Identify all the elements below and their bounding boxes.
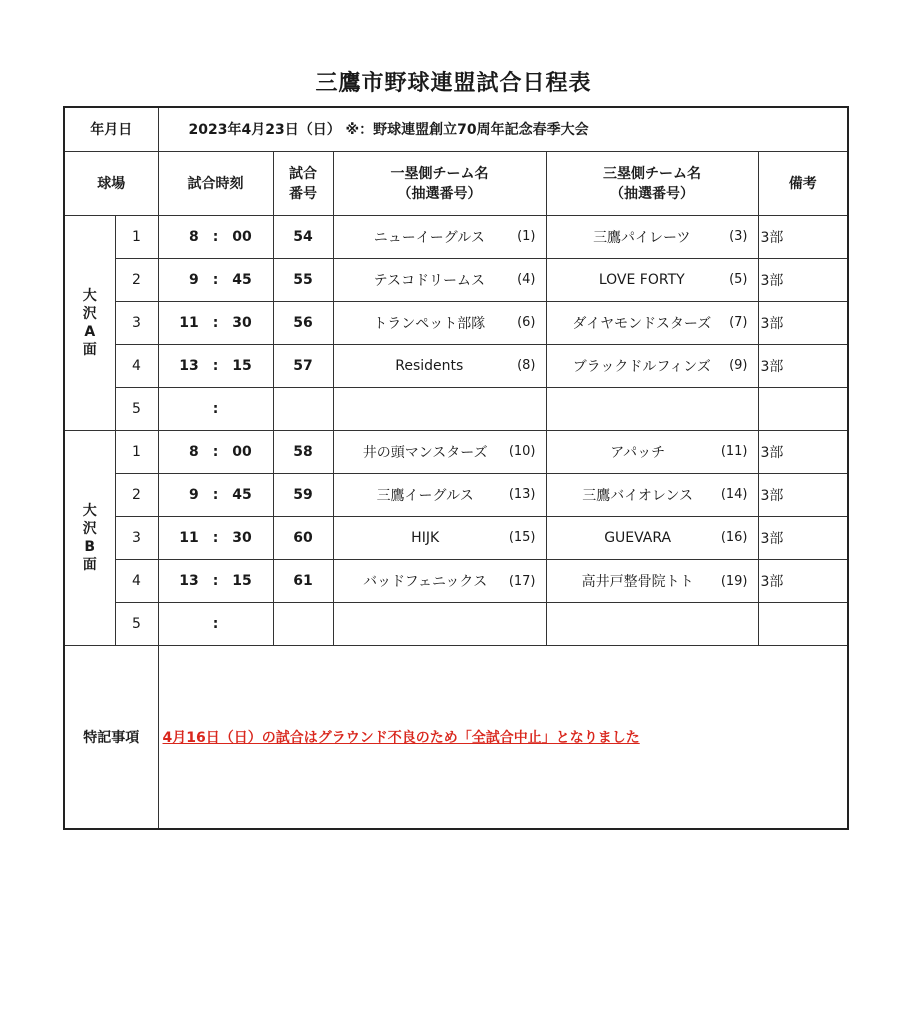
- venue-name-text: 大 沢 A 面: [82, 287, 97, 358]
- team1-cell: [333, 387, 546, 430]
- table-row: [64, 258, 848, 301]
- time-separator: :: [212, 616, 219, 633]
- team2-cell: [546, 387, 758, 430]
- game-number: 58: [273, 430, 333, 473]
- game-number: 60: [273, 516, 333, 559]
- time-hour: 9: [188, 271, 199, 288]
- time-minute: 45: [232, 486, 252, 503]
- match-time: [158, 301, 273, 344]
- team1-draw-number: (8): [517, 358, 536, 374]
- venue-name: [64, 215, 115, 430]
- team1-draw-number: (17): [508, 573, 536, 589]
- time-separator: :: [212, 228, 219, 245]
- team2-name: LOVE FORTY: [598, 271, 685, 288]
- team1-draw-number: (15): [508, 530, 536, 546]
- team2-draw-number: (9): [729, 358, 748, 374]
- time-separator: :: [212, 443, 219, 460]
- time-minute: 30: [232, 529, 252, 546]
- time-minute: [232, 401, 254, 417]
- slot-number: 4: [115, 560, 158, 603]
- time-hour: 11: [179, 314, 199, 331]
- match-time: [158, 215, 273, 258]
- team1-cell: [333, 215, 546, 258]
- header-team2-line2: （抽選番号）: [610, 186, 694, 203]
- time-hour: 8: [188, 228, 199, 245]
- team1-cell: [333, 344, 546, 387]
- team2-cell: [546, 560, 758, 603]
- header-venue: 球場: [64, 151, 158, 215]
- notes-cell: [758, 387, 848, 430]
- team1-name: ニューイーグルス: [373, 229, 485, 246]
- time-separator: :: [212, 400, 219, 417]
- time-separator: :: [212, 486, 219, 503]
- time-minute: 15: [232, 573, 252, 590]
- time-minute: 00: [232, 443, 252, 460]
- header-team1-line2: （抽選番号）: [397, 186, 482, 203]
- team1-cell: [333, 560, 546, 603]
- venue-name-text: 大 沢 B 面: [82, 502, 97, 573]
- time-separator: :: [212, 271, 219, 288]
- time-minute: 15: [232, 357, 252, 374]
- notes-cell: 3部: [758, 215, 848, 258]
- team1-draw-number: (13): [508, 487, 536, 503]
- team2-name: ブラックドルフィンズ: [572, 358, 711, 375]
- table-row: [64, 473, 848, 516]
- time-minute: 30: [232, 314, 252, 331]
- notes-cell: 3部: [758, 301, 848, 344]
- slot-number: 1: [115, 215, 158, 258]
- time-separator: :: [212, 357, 219, 374]
- team2-cell: [546, 473, 758, 516]
- match-time: [158, 430, 273, 473]
- team2-draw-number: (5): [729, 272, 748, 288]
- team2-cell: [546, 301, 758, 344]
- team1-name: トランペット部隊: [373, 315, 486, 332]
- team1-draw-number: (10): [508, 444, 536, 460]
- team1-name: テスコドリームス: [373, 272, 486, 289]
- time-hour: 13: [179, 357, 199, 374]
- team2-draw-number: (11): [720, 444, 748, 460]
- team2-name: 三鷹バイオレンス: [582, 487, 694, 504]
- game-number: [273, 387, 333, 430]
- time-hour: 13: [179, 573, 199, 590]
- team2-cell: [546, 430, 758, 473]
- team1-cell: [333, 430, 546, 473]
- team1-draw-number: (4): [517, 272, 536, 288]
- team1-cell: [333, 258, 546, 301]
- table-row: [64, 560, 848, 603]
- game-number: 55: [273, 258, 333, 301]
- notes-cell: 3部: [758, 560, 848, 603]
- match-time: [158, 387, 273, 430]
- special-row: [64, 646, 848, 829]
- table-row: [64, 215, 848, 258]
- time-hour: 11: [179, 529, 199, 546]
- venue-name: [64, 430, 115, 645]
- match-time: [158, 603, 273, 646]
- team2-name: 高井戸整骨院トト: [581, 574, 694, 591]
- team2-cell: [546, 344, 758, 387]
- notes-cell: 3部: [758, 430, 848, 473]
- table-row: [64, 430, 848, 473]
- date-value: 2023年4月23日（日） ※：野球連盟創立70周年記念春季大会: [158, 107, 848, 151]
- date-label: 年月日: [64, 107, 158, 151]
- table-row: [64, 301, 848, 344]
- team1-name: Residents: [395, 357, 464, 374]
- time-hour: [177, 401, 199, 417]
- header-notes: 備考: [758, 151, 848, 215]
- time-minute: 45: [232, 271, 252, 288]
- slot-number: 3: [115, 516, 158, 559]
- slot-number: 2: [115, 258, 158, 301]
- match-time: [158, 560, 273, 603]
- time-minute: 00: [232, 228, 252, 245]
- notes-cell: 3部: [758, 258, 848, 301]
- team2-name: アパッチ: [610, 444, 666, 461]
- time-minute: [232, 616, 254, 632]
- team1-cell: [333, 301, 546, 344]
- game-number: [273, 603, 333, 646]
- team2-cell: [546, 258, 758, 301]
- time-hour: [177, 616, 199, 632]
- special-note: 4月16日（日）の試合はグラウンド不良のため「全試合中止」となりました: [158, 646, 848, 829]
- table-row: [64, 344, 848, 387]
- table-row: [64, 387, 848, 430]
- slot-number: 5: [115, 603, 158, 646]
- time-hour: 9: [188, 486, 199, 503]
- header-game-no-line2: 番号: [289, 186, 317, 203]
- slot-number: 4: [115, 344, 158, 387]
- time-separator: :: [212, 314, 219, 331]
- header-team2-line1: 三塁側チーム名: [603, 166, 701, 183]
- table-row: [64, 516, 848, 559]
- match-time: [158, 344, 273, 387]
- team1-name: 井の頭マンスターズ: [362, 444, 488, 461]
- team2-draw-number: (16): [720, 530, 748, 546]
- team1-draw-number: (1): [517, 229, 536, 245]
- team2-name: ダイヤモンドスターズ: [572, 315, 712, 332]
- time-hour: 8: [188, 443, 199, 460]
- table-row: [64, 603, 848, 646]
- team2-cell: [546, 603, 758, 646]
- game-number: 61: [273, 560, 333, 603]
- team1-name: HIJK: [411, 529, 440, 546]
- team2-cell: [546, 215, 758, 258]
- time-separator: :: [212, 573, 219, 590]
- team2-draw-number: (3): [729, 229, 748, 245]
- team1-cell: [333, 516, 546, 559]
- header-team2: [546, 151, 758, 215]
- header-game-no: [273, 151, 333, 215]
- notes-cell: 3部: [758, 344, 848, 387]
- notes-cell: 3部: [758, 516, 848, 559]
- team1-cell: [333, 603, 546, 646]
- schedule-table: [63, 106, 849, 830]
- header-game-no-line1: 試合: [289, 166, 317, 183]
- slot-number: 5: [115, 387, 158, 430]
- game-number: 57: [273, 344, 333, 387]
- team1-name: バッドフェニックス: [363, 574, 488, 591]
- header-team1: [333, 151, 546, 215]
- team2-draw-number: (19): [720, 573, 748, 589]
- special-label: 特記事項: [64, 646, 158, 829]
- team1-name: 三鷹イーグルス: [376, 487, 474, 504]
- slot-number: 1: [115, 430, 158, 473]
- team2-draw-number: (7): [729, 315, 748, 331]
- team1-draw-number: (6): [517, 315, 536, 331]
- team2-name: 三鷹パイレーツ: [593, 229, 691, 246]
- page-title: 三鷹市野球連盟試合日程表: [315, 71, 592, 96]
- header-team1-line1: 一塁側チーム名: [390, 166, 489, 183]
- match-time: [158, 516, 273, 559]
- match-time: [158, 473, 273, 516]
- game-number: 54: [273, 215, 333, 258]
- header-time: 試合時刻: [158, 151, 273, 215]
- game-number: 59: [273, 473, 333, 516]
- team2-draw-number: (14): [720, 487, 748, 503]
- game-number: 56: [273, 301, 333, 344]
- match-time: [158, 258, 273, 301]
- notes-cell: [758, 603, 848, 646]
- team2-name: GUEVARA: [604, 529, 672, 546]
- slot-number: 3: [115, 301, 158, 344]
- team1-cell: [333, 473, 546, 516]
- time-separator: :: [212, 529, 219, 546]
- team2-cell: [546, 516, 758, 559]
- notes-cell: 3部: [758, 473, 848, 516]
- slot-number: 2: [115, 473, 158, 516]
